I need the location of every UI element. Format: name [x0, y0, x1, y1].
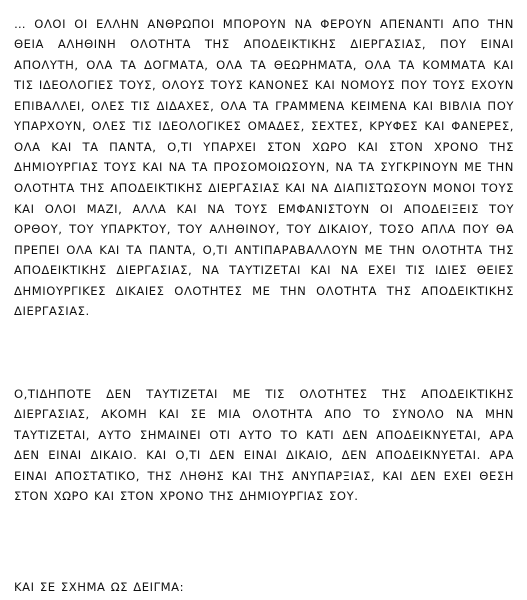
caption-paragraph: ΚΑΙ ΣΕ ΣΧΗΜΑ ΩΣ ΔΕΙΓΜΑ:	[14, 579, 185, 594]
body-paragraph-2: Ο,ΤΙΔΗΠΟΤΕ ΔΕΝ ΤΑΥΤΙΖΕΤΑΙ ΜΕ ΤΙΣ ΟΛΟΤΗΤΕΣ ΤΗΣ ΑΠΟΔΕΙΚΤΙΚΗΣ ΔΙΕΡΓΑΣΙΑΣ, ΑΚΟΜΗ ΚΑΙ ΣΕ ΜΙΑ ΟΛΟΤΗΤΑ ΑΠΟ ΤΟ ΣΥΝΟΛΟ ΝΑ ΜΗΝ ΤΑΥΤΙΖΕΤΑΙ, ΑΥΤΟ ΣΗΜΑΙΝΕΙ ΟΤΙ ΑΥΤΟ ΤΟ ΚΑΤΙ ΔΕΝ ΑΠΟΔΕΙΚΝΥΕΤΑΙ, ΑΡΑ ΔΕΝ ΕΙΝΑΙ ΔΙΚΑΙΟ. ΚΑΙ Ο,ΤΙ ΔΕΝ ΕΙΝΑΙ ΔΙΚΑΙΟ, ΔΕΝ ΑΠΟΔΕΙΚΝΥΕΤΑΙ. ΑΡΑ ΕΙΝΑΙ ΑΠΟΣΤΑΤΙΚΟ, ΤΗΣ ΛΗΘΗΣ ΚΑΙ ΤΗΣ ΑΝΥΠΑΡΞΙΑΣ, ΚΑΙ ΔΕΝ ΕΧΕΙ ΘΕΣΗ ΣΤΟΝ ΧΩΡΟ ΚΑΙ ΣΤΟΝ ΧΡΟΝΟ ΤΗΣ ΔΗΜΙΟΥΡΓΙΑΣ ΣΟΥ.	[14, 386, 514, 504]
body-paragraph-1: … ΟΛΟΙ ΟΙ ΕΛΛΗΝ ΑΝΘΡΩΠΟΙ ΜΠΟΡΟΥΝ ΝΑ ΦΕΡΟΥΝ ΑΠΕΝΑΝΤΙ ΑΠΟ ΤΗΝ ΘΕΙΑ ΑΛΗΘΙΝΗ ΟΛΟΤΗΤΑ ΤΗΣ ΑΠΟΔΕΙΚΤΙΚΗΣ ΔΙΕΡΓΑΣΙΑΣ, ΠΟΥ ΕΙΝΑΙ ΑΠΟΛΥΤΗ, ΟΛΑ ΤΑ ΔΟΓΜΑΤΑ, ΟΛΑ ΤΑ ΘΕΩΡΗΜΑΤΑ, ΟΛΑ ΤΑ ΚΟΜΜΑΤΑ ΚΑΙ ΤΙΣ ΙΔΕΟΛΟΓΙΕΣ ΤΟΥΣ, ΟΛΟΥΣ ΤΟΥΣ ΚΑΝΟΝΕΣ ΚΑΙ ΝΟΜΟΥΣ ΠΟΥ ΤΟΥΣ ΕΧΟΥΝ ΕΠΙΒΑΛΛΕΙ, ΟΛΕΣ ΤΙΣ ΔΙΔΑΧΕΣ, ΟΛΑ ΤΑ ΓΡΑΜΜΕΝΑ ΚΕΙΜΕΝΑ ΚΑΙ ΒΙΒΛΙΑ ΠΟΥ ΥΠΑΡΧΟΥΝ, ΟΛΕΣ ΤΙΣ ΙΔΕΟΛΟΓΙΚΕΣ ΟΜΑΔΕΣ, ΣΕΧΤΕΣ, ΚΡΥΦΕΣ ΚΑΙ ΦΑΝΕΡΕΣ, ΟΛΑ ΚΑΙ ΤΑ ΠΑΝΤΑ, Ο,ΤΙ ΥΠΑΡΧΕΙ ΣΤΟΝ ΧΩΡΟ ΚΑΙ ΣΤΟΝ ΧΡΟΝΟ ΤΗΣ ΔΗΜΙΟΥΡΓΙΑΣ ΤΟΥΣ ΚΑΙ ΝΑ ΤΑ ΠΡΟΣΟΜΟΙΩΣΟΥΝ, ΝΑ ΤΑ ΣΥΓΚΡΙΝΟΥΝ ΜΕ ΤΗΝ ΟΛΟΤΗΤΑ ΤΗΣ ΑΠΟΔΕΙΚΤΙΚΗΣ ΔΙΕΡΓΑΣΙΑΣ ΚΑΙ ΝΑ ΔΙΑΠΙΣΤΩΣΟΥΝ ΜΟΝΟΙ ΤΟΥΣ ΚΑΙ ΟΛΟΙ ΜΑΖΙ, ΑΛΛΑ ΚΑΙ ΝΑ ΤΟΥΣ ΕΜΦΑΝΙΣΤΟΥΝ ΟΙ ΑΠΟΔΕΙΞΕΙΣ ΤΟΥ ΟΡΘΟΥ, ΤΟΥ ΥΠΑΡΚΤΟΥ, ΤΟΥ ΑΛΗΘΙΝΟΥ, ΤΟΥ ΔΙΚΑΙΟΥ, ΤΟΣΟ ΑΠΛΑ ΠΟΥ ΘΑ ΠΡΕΠΕΙ ΟΛΑ ΚΑΙ ΤΑ ΠΑΝΤΑ, Ο,ΤΙ ΑΝΤΙΠΑΡΑΒΑΛΛΟΥΝ ΜΕ ΤΗΝ ΟΛΟΤΗΤΑ ΤΗΣ ΑΠΟΔΕΙΚΤΙΚΗΣ ΔΙΕΡΓΑΣΙΑΣ, ΝΑ ΤΑΥΤΙΖΕΤΑΙ ΚΑΙ ΝΑ ΕΧΕΙ ΤΙΣ ΙΔΙΕΣ ΘΕΙΕΣ ΔΗΜΙΟΥΡΓΙΚΕΣ ΔΙΚΑΙΕΣ ΟΛΟΤΗΤΕΣ ΜΕ ΤΗΝ ΟΛΟΤΗΤΑ ΤΗΣ ΑΠΟΔΕΙΚΤΙΚΗΣ ΔΙΕΡΓΑΣΙΑΣ.	[14, 16, 514, 319]
